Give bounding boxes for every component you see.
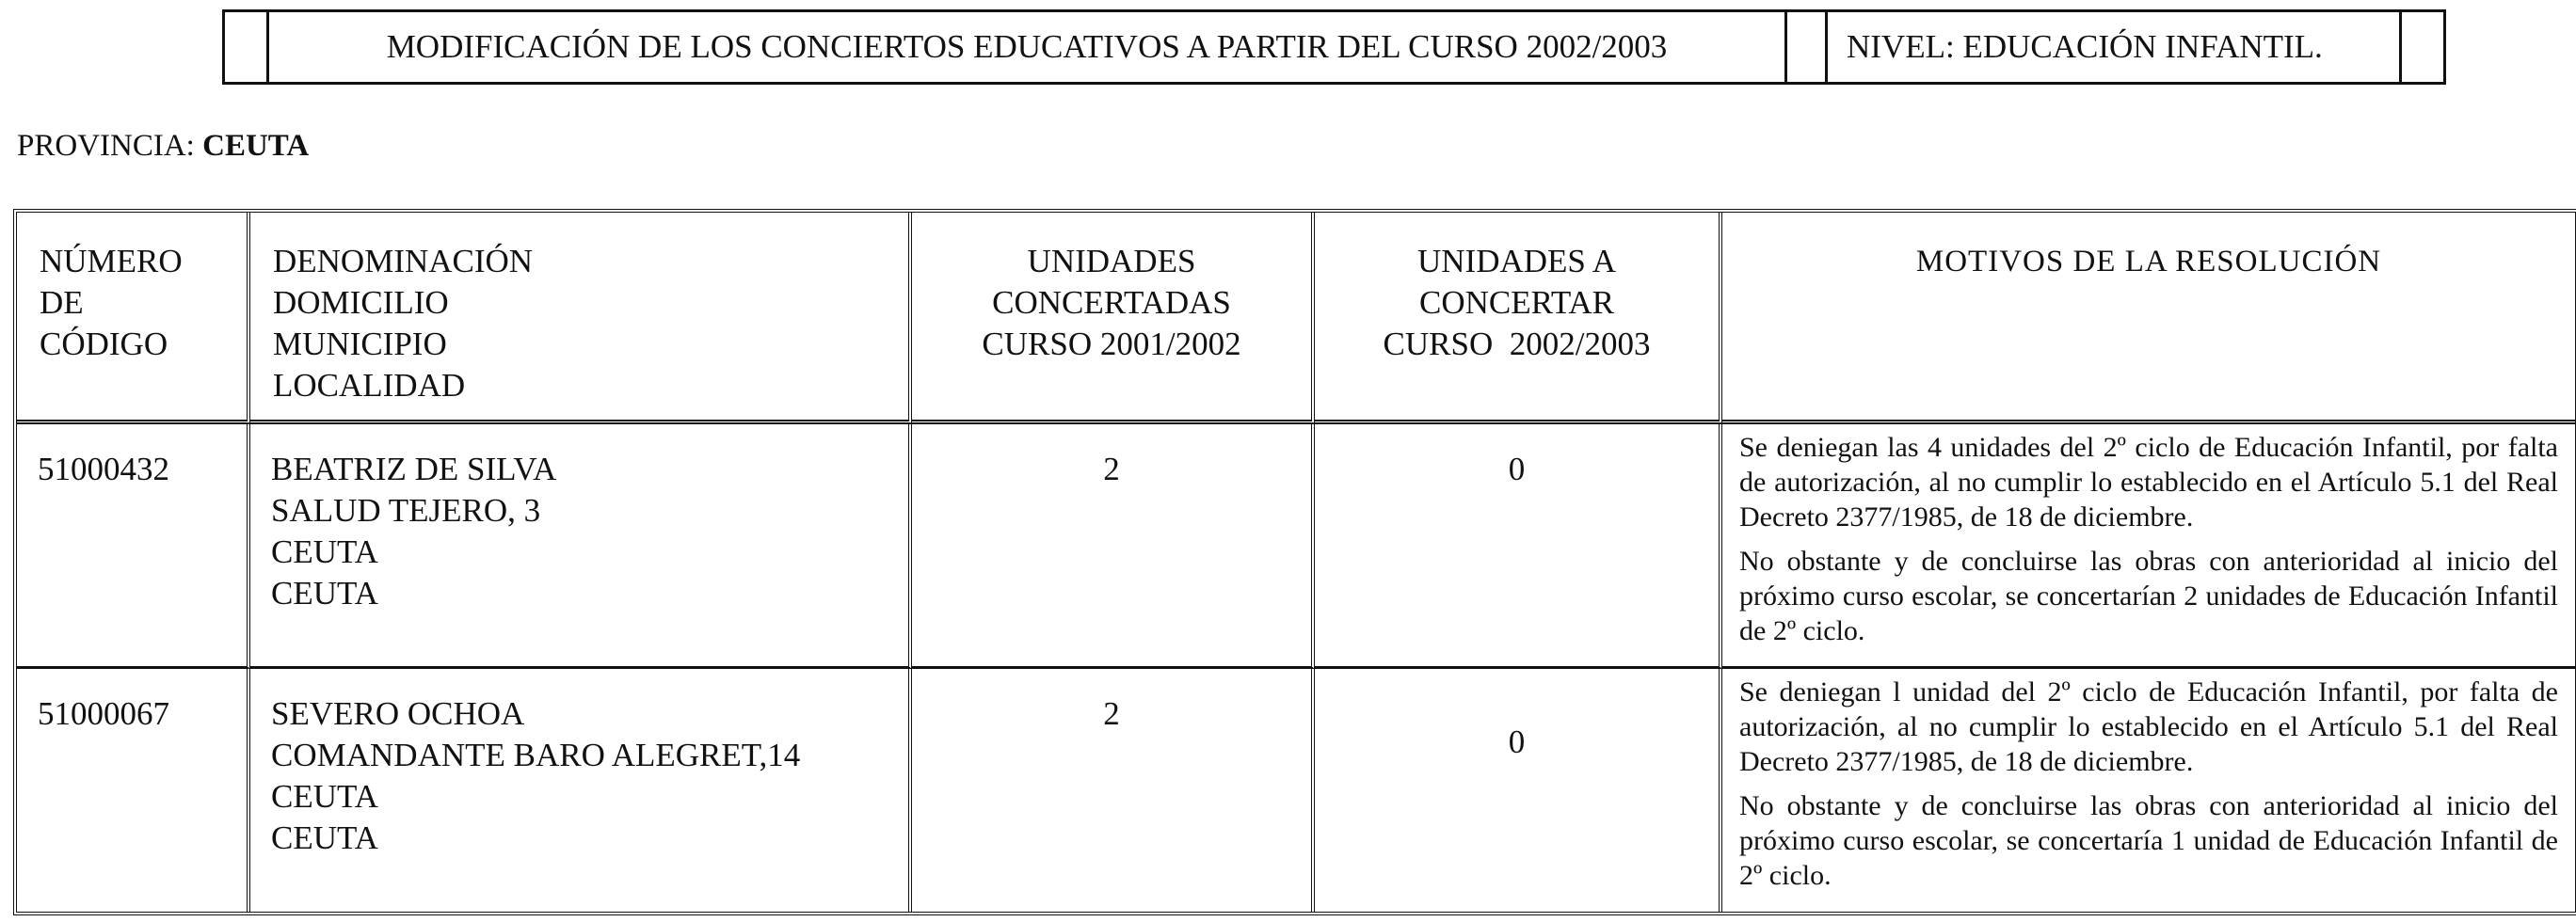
row-concertadas: 2 (912, 669, 1315, 912)
table-row (17, 669, 2575, 912)
header-codigo (17, 213, 250, 424)
row-codigo: 51000432 (17, 424, 250, 669)
header-motivos: MOTIVOS DE LA RESOLUCIÓN (1722, 213, 2575, 424)
table-header-row (17, 213, 2575, 424)
row-domicilio: SALUD TEJERO, 3 (271, 492, 541, 529)
document-header (222, 9, 2446, 85)
header-codigo-line: NÚMERO (40, 243, 183, 279)
province-value: CEUTA (202, 129, 310, 163)
row-concertadas: 2 (912, 424, 1315, 669)
row-nombre: SEVERO OCHOA (271, 695, 525, 732)
header-concertadas-line: UNIDADES (1027, 243, 1196, 279)
header-denominacion-line: DENOMINACIÓN (273, 243, 534, 279)
header-codigo-line: DE (40, 284, 84, 321)
row-nombre: BEATRIZ DE SILVA (271, 451, 557, 487)
row-motivos (1722, 669, 2575, 912)
row-localidad: CEUTA (271, 575, 378, 612)
row-motivo-paragraph: Se deniegan l unidad del 2º ciclo de Educación Infantil, por falta de autorización, al no cumplir lo establecido en el Artículo 5.1 del Real Decreto 2377/1985, de 18 de diciembre. (1739, 676, 2558, 777)
header-codigo-line: CÓDIGO (40, 326, 168, 362)
header-concertar-line: CONCERTAR (1418, 284, 1615, 321)
header-concertar-line: CURSO 2002/2003 (1383, 326, 1651, 362)
schools-table (13, 209, 2576, 915)
row-motivos (1722, 424, 2575, 669)
row-concertar: 0 (1315, 669, 1722, 912)
row-motivo-paragraph: No obstante y de concluirse las obras con anterioridad al inicio del próximo curso escolar, se concertaría 1 unidad de Educación Infantil de 2º ciclo. (1739, 790, 2558, 891)
row-concertar: 0 (1315, 424, 1722, 669)
header-right-stub (2399, 12, 2443, 82)
row-domicilio: COMANDANTE BARO ALEGRET,14 (271, 737, 801, 773)
header-concertar-line: UNIDADES A (1417, 243, 1616, 279)
header-denominacion-line: MUNICIPIO (273, 326, 447, 362)
header-concertadas (912, 213, 1315, 424)
province-line (17, 129, 309, 164)
row-denominacion (250, 424, 912, 669)
province-label: PROVINCIA: (17, 129, 195, 163)
row-localidad: CEUTA (271, 819, 378, 856)
header-concertadas-line: CURSO 2001/2002 (982, 326, 1241, 362)
row-motivo-paragraph: No obstante y de concluirse las obras con anterioridad al inicio del próximo curso escolar, se concertarían 2 unidades de Educación Infantil de 2º ciclo. (1739, 546, 2558, 646)
header-divider (1784, 12, 1828, 82)
header-concertar (1315, 213, 1722, 424)
row-municipio: CEUTA (271, 533, 378, 570)
row-municipio: CEUTA (271, 778, 378, 815)
header-denominacion (250, 213, 912, 424)
education-level: NIVEL: EDUCACIÓN INFANTIL. (1847, 28, 2323, 65)
row-codigo: 51000067 (17, 669, 250, 912)
row-motivo-paragraph: Se deniegan las 4 unidades del 2º ciclo de Educación Infantil, por falta de autorización, al no cumplir lo establecido en el Artículo 5.1 del Real Decreto 2377/1985, de 18 de diciembre. (1739, 432, 2558, 533)
row-denominacion (250, 669, 912, 912)
document-title: MODIFICACIÓN DE LOS CONCIERTOS EDUCATIVOS A PARTIR DEL CURSO 2002/2003 (386, 28, 1668, 65)
header-concertadas-line: CONCERTADAS (992, 284, 1231, 321)
header-left-stub (225, 12, 269, 82)
table-row (17, 424, 2575, 669)
header-denominacion-line: LOCALIDAD (273, 367, 466, 404)
header-denominacion-line: DOMICILIO (273, 284, 449, 321)
